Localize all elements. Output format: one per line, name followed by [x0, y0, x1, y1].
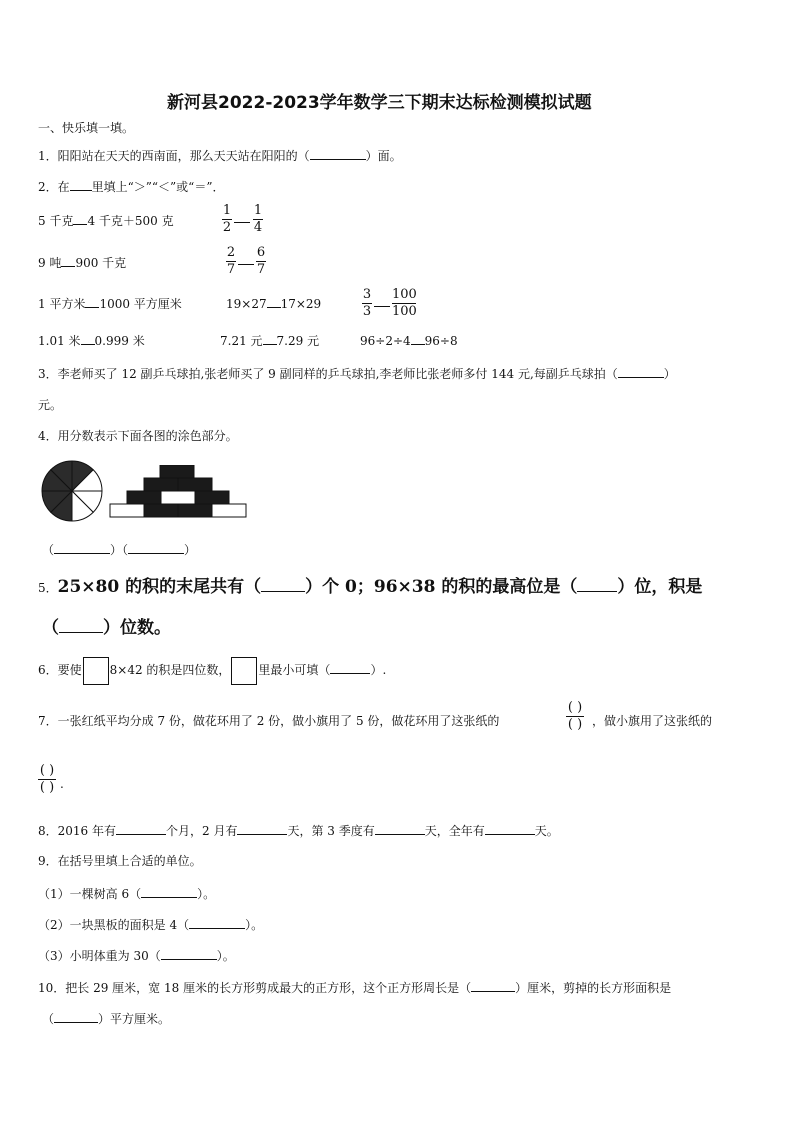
q10-line2: （ ）平方厘米。 [42, 1012, 171, 1026]
brick [178, 478, 212, 491]
q2-blank-sample [70, 179, 92, 191]
q2-r3-blank[interactable] [85, 298, 99, 308]
fraction-2-7: 2 7 [226, 245, 236, 277]
fraction-6-7: 6 7 [256, 245, 266, 277]
q3-text: 3．李老师买了 12 副乒乓球拍,张老师买了 9 副同样的乒乓球拍,李老师比张老师多付 144 元,每副乒乓球拍（ [38, 367, 618, 381]
q2-r4-b: 0.999 米 [94, 334, 145, 348]
q9-sub-1: （1）一棵树高 6（ ）。 [38, 887, 216, 901]
q6-text-b: 8×42 的积是四位数， [109, 663, 231, 677]
q5-line2: （ ）位数。 [42, 618, 171, 638]
question-10: 10．把长 29 厘米，宽 18 厘米的长方形剪成最大的正方形，这个正方形周长是（ ）厘米，剪掉的长方形面积是 [38, 981, 672, 995]
question-5 [38, 576, 702, 598]
q5-blank-3[interactable] [59, 617, 103, 633]
fraction-1-2: 1 2 [222, 203, 232, 235]
q9-sub-2: （2）一块黑板的面积是 4（ ）。 [38, 918, 264, 932]
q2-r2-blank[interactable] [61, 257, 75, 267]
q2-row3-left [38, 297, 182, 311]
brick-figure [108, 465, 248, 521]
q6-blank[interactable] [330, 662, 370, 674]
q5-text-c: ）位，积是 [617, 577, 703, 597]
q2-r4-e: 96÷2÷4 [360, 334, 411, 348]
q2-text: 2．在 [38, 180, 70, 194]
q2-row4-a [38, 334, 145, 348]
brick [110, 504, 144, 517]
q1-text: 1．阳阳站在天天的西南面，那么天天站在阳阳的（ [38, 149, 310, 163]
q2-row1-left [38, 214, 174, 228]
q2-frac-blank-2[interactable] [238, 264, 254, 265]
q2-frac-blank-3[interactable] [374, 306, 390, 307]
q2-r3-a: 1 平方米 [38, 297, 86, 311]
q6-text-c: 里最小可填（ [258, 663, 331, 677]
q1-end: ）面。 [365, 149, 402, 163]
q10-blank-1[interactable] [471, 980, 515, 992]
brick-wall [110, 465, 246, 517]
q2-r4-a: 1.01 米 [38, 334, 81, 348]
q3-line2: 元。 [38, 398, 63, 412]
q8-blank-4[interactable] [485, 823, 535, 835]
q2-r2-a: 9 吨 [38, 256, 62, 270]
q6-box-2[interactable] [231, 657, 257, 685]
brick [144, 478, 178, 491]
q2-r3-d: 17×29 [280, 297, 322, 311]
q10-blank-2[interactable] [54, 1011, 98, 1023]
q6-text-d: ）. [370, 663, 387, 677]
question-1 [38, 148, 402, 163]
q4-blank-1[interactable] [54, 542, 110, 554]
fraction-1-4: 1 4 [253, 203, 263, 235]
q2-row4-c [360, 334, 458, 348]
q5-text-b: ）个 0；96×38 的积的最高位是（ [305, 577, 578, 597]
q2-r4-blank2[interactable] [263, 335, 277, 345]
question-6 [38, 656, 386, 685]
q6-box-1[interactable] [83, 657, 109, 685]
question-8: 8．2016 年有 个月，2 月有 天，第 3 季度有 天，全年有 天。 [38, 824, 559, 838]
question-3 [38, 366, 676, 381]
brick [178, 504, 212, 517]
q4-answers: （ ）（ ） [42, 543, 197, 557]
question-2 [38, 179, 224, 194]
q2-r4-d: 7.29 元 [276, 334, 320, 348]
q8-blank-3[interactable] [375, 823, 425, 835]
pie-chart [42, 461, 102, 521]
q7-dot: . [60, 777, 64, 791]
q8-blank-2[interactable] [237, 823, 287, 835]
q3-end: ） [663, 367, 676, 381]
q7-fraction-1[interactable]: ( ) ( ) [567, 700, 583, 732]
q8-blank-1[interactable] [116, 823, 166, 835]
brick [161, 491, 195, 504]
question-7: 7．一张红纸平均分成 7 份，做花环用了 2 份，做小旗用了 5 份，做花环用了这张纸的 [38, 714, 500, 728]
q5-num: 5． [38, 581, 58, 595]
q5-blank-1[interactable] [261, 576, 305, 592]
q5-blank-2[interactable] [577, 576, 617, 592]
question-9: 9．在括号里填上合适的单位。 [38, 854, 202, 868]
q2-r2-b: 900 千克 [75, 256, 127, 270]
q9-sub-3: （3）小明体重为 30（ ）。 [38, 949, 235, 963]
q9-blank-2[interactable] [189, 917, 245, 929]
question-4: 4．用分数表示下面各图的涂色部分。 [38, 429, 238, 443]
q5-text-a: 25×80 的积的末尾共有（ [57, 577, 262, 597]
q4-blank-2[interactable] [128, 542, 184, 554]
q1-blank[interactable] [310, 148, 366, 160]
fraction-100-100: 100 100 [392, 287, 417, 319]
q3-blank[interactable] [618, 366, 664, 378]
q2-row3-mid [226, 297, 321, 311]
q2-r4-c: 7.21 元 [220, 334, 263, 348]
q2-r4-f: 96÷8 [424, 334, 458, 348]
q2-frac-blank-1[interactable] [234, 222, 250, 223]
q2-text2: 里填上“＞”“＜”或“＝”． [91, 180, 225, 194]
q9-blank-1[interactable] [141, 886, 197, 898]
section-heading: 一、快乐填一填。 [38, 121, 135, 135]
fraction-3-3: 3 3 [362, 287, 372, 319]
q2-r1-a: 5 千克 [38, 214, 74, 228]
brick [195, 491, 229, 504]
page-title: 新河县2022-2023学年数学三下期末达标检测模拟试题 [167, 93, 592, 113]
brick [160, 465, 194, 478]
q2-r3-c: 19×27 [226, 297, 267, 311]
q7-text2: ，做小旗用了这张纸的 [592, 714, 713, 728]
q2-row2-left [38, 256, 126, 270]
pie-figure [40, 459, 104, 523]
q6-text-a: 6．要使 [38, 663, 82, 677]
q2-r4-blank1[interactable] [81, 335, 95, 345]
q2-r3-b: 1000 平方厘米 [99, 297, 182, 311]
q9-blank-3[interactable] [161, 948, 217, 960]
q2-r4-blank3[interactable] [411, 335, 425, 345]
q7-fraction-2[interactable]: ( ) ( ) [39, 763, 55, 795]
brick [144, 504, 178, 517]
q2-r1-b: 4 千克＋500 克 [87, 214, 174, 228]
q2-r3-blank2[interactable] [267, 298, 281, 308]
brick [127, 491, 161, 504]
q2-row4-b [220, 334, 319, 348]
brick [212, 504, 246, 517]
q2-r1-blank[interactable] [73, 215, 87, 225]
